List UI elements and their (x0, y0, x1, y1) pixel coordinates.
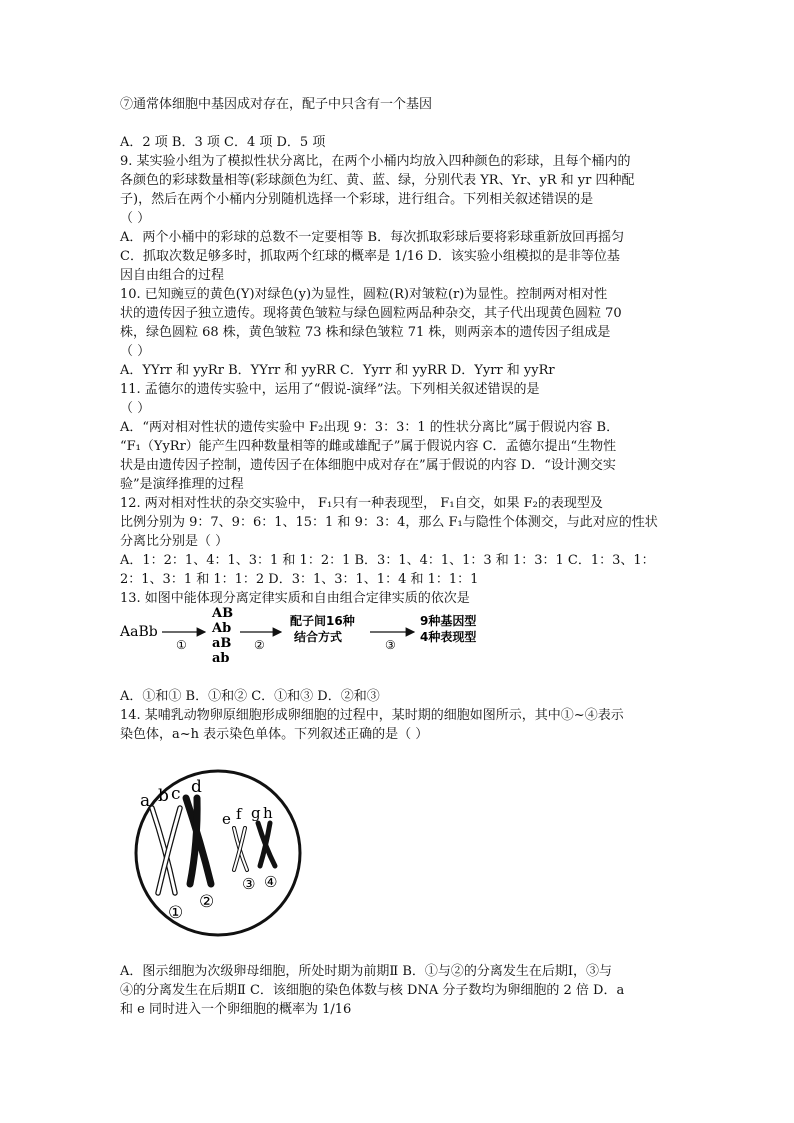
q10-line-3: 株，绿色圆粒 68 株，黄色皱粒 73 株和绿色皱粒 71 株，则两亲本的遗传因子组成是 (120, 325, 611, 340)
label-b: b (158, 786, 169, 806)
chromosome-1 (152, 808, 180, 893)
q14-line-1: 14. 某哺乳动物卵原细胞形成卵细胞的过程中，某时期的细胞如图所示，其中①~④表示 (120, 708, 624, 723)
genetics-flow-figure (118, 604, 538, 668)
q11-line-1: 11. 孟德尔的遗传实验中，运用了“假说-演绎”法。下列相关叙述错误的是 (120, 382, 540, 397)
cell-figure (118, 768, 318, 938)
q14-option-line-1: A．图示细胞为次级卵母细胞，所处时期为前期Ⅱ B．①与②的分离发生在后期Ⅰ，③与 (120, 964, 613, 979)
gamete-ab-upper: AB (212, 606, 234, 621)
label-c: c (171, 784, 181, 804)
label-a: a (140, 791, 151, 811)
q11-option-line-4: 验”是演绎推理的过程 (120, 477, 244, 492)
label-chromosome-2: ② (199, 892, 215, 912)
q12-line-1: 12. 两对相对性状的杂交实验中， F₁只有一种表现型， F₁自交，如果 F₂的表现型及 (120, 496, 603, 511)
q10-line-2: 状的遗传因子独立遗传。现将黄色皱粒与绿色圆粒两品种杂交，其子代出现黄色圆粒 70 (120, 306, 622, 321)
q10-line-1: 10. 已知豌豆的黄色(Y)对绿色(y)为显性，圆粒(R)对皱粒(r)为显性。控制两对相对性 (120, 287, 608, 302)
q9-option-line-2: C．抓取次数足够多时，抓取两个红球的概率是 1/16 D．该实验小组模拟的是非等位基 (120, 249, 620, 264)
q10-line-4: （ ） (120, 344, 151, 359)
q7-item: ⑦通常体细胞中基因成对存在，配子中只含有一个基因 (120, 97, 433, 112)
q12-line-2: 比例分别为 9：7、9：6：1、15：1 和 9：3：4，那么 F₁与隐性个体测交，与此对应的性状 (120, 515, 658, 530)
q9-line-4: （ ） (120, 211, 151, 226)
label-d: d (191, 777, 202, 797)
chromosome-4 (258, 823, 275, 866)
combine-text-2: 结合方式 (294, 630, 343, 644)
result-text-2: 4种表现型 (420, 630, 477, 644)
q13-line: 13. 如图中能体现分离定律实质和自由组合定律实质的依次是 (120, 591, 470, 606)
q14-option-line-3: 和 e 同时进入一个卵细胞的概率为 1/16 (120, 1002, 352, 1017)
combine-text-1: 配子间16种 (290, 614, 355, 628)
q14-line-2: 染色体，a~h 表示染色单体。下列叙述正确的是（ ） (120, 727, 429, 742)
label-h: h (263, 804, 273, 822)
q11-option-line-2: “F₁（YyRr）能产生四种数量相等的雌或雄配子”属于假说内容 C．孟德尔提出“生物性 (120, 439, 617, 454)
q11-option-line-1: A．“两对相对性状的遗传实验中 F₂出现 9：3：3：1 的性状分离比”属于假说内容 B． (120, 420, 620, 435)
label-e: e (222, 810, 231, 828)
q12-line-3: 分离比分别是（ ） (120, 534, 229, 549)
q13-options: A．①和① B．①和② C．①和③ D．②和③ (120, 689, 380, 704)
q9-line-2: 各颜色的彩球数量相等(彩球颜色为红、黄、蓝、绿，分别代表 YR、Yr、yR 和 yr 四种配 (120, 173, 635, 188)
gamete-ab-lower-upper: aB (212, 636, 232, 651)
q9-option-line-1: A．两个小桶中的彩球的总数不一定要相等 B．每次抓取彩球后要将彩球重新放回再摇匀 (120, 230, 625, 245)
q10-options: A．YYrr 和 yyRr B．YYrr 和 yyRR C．Yyrr 和 yyRR D．Yyrr 和 yyRr (120, 363, 555, 378)
label-chromosome-3: ③ (242, 875, 256, 893)
chromosome-2 (186, 798, 211, 884)
q9-line-1: 9. 某实验小组为了模拟性状分离比，在两个小桶内均放入四种颜色的彩球，且每个桶内的 (120, 154, 631, 169)
label-g: g (251, 804, 261, 822)
gamete-ab-lower: ab (212, 651, 230, 666)
q11-option-line-3: 状是由遗传因子控制，遗传因子在体细胞中成对存在”属于假说的内容 D．“设计测交实 (120, 458, 616, 473)
gamete-ab-mixed: Ab (212, 621, 232, 636)
result-text-1: 9种基因型 (420, 614, 477, 628)
q14-option-line-2: ④的分离发生在后期Ⅱ C．该细胞的染色体数与核 DNA 分子数均为卵细胞的 2 倍 D．a (120, 983, 625, 998)
parent-genotype: AaBb (120, 624, 158, 640)
q9-line-3: 子)，然后在两个小桶内分别随机选择一个彩球，进行组合。下列相关叙述错误的是 (120, 192, 594, 207)
q12-option-line-2: 2：1、3：1 和 1：1：2 D．3：1、3：1、1：4 和 1：1：1 (120, 572, 479, 587)
q12-option-line-1: A．1：2：1、4：1、3：1 和 1：2：1 B．3：1、4：1、1：3 和 1：3：1 C．1：3、1： (120, 553, 655, 568)
step-2-label: ② (254, 638, 265, 652)
step-1-label: ① (176, 638, 187, 652)
chromosome-3 (234, 828, 247, 870)
q8-options: A．2 项 B．3 项 C．4 项 D．5 项 (120, 135, 326, 150)
label-f: f (236, 805, 242, 823)
label-chromosome-1: ① (168, 903, 184, 923)
step-3-label: ③ (385, 638, 396, 652)
q11-line-2: （ ） (120, 401, 151, 416)
label-chromosome-4: ④ (264, 873, 278, 891)
q9-option-line-3: 因自由组合的过程 (120, 268, 225, 283)
